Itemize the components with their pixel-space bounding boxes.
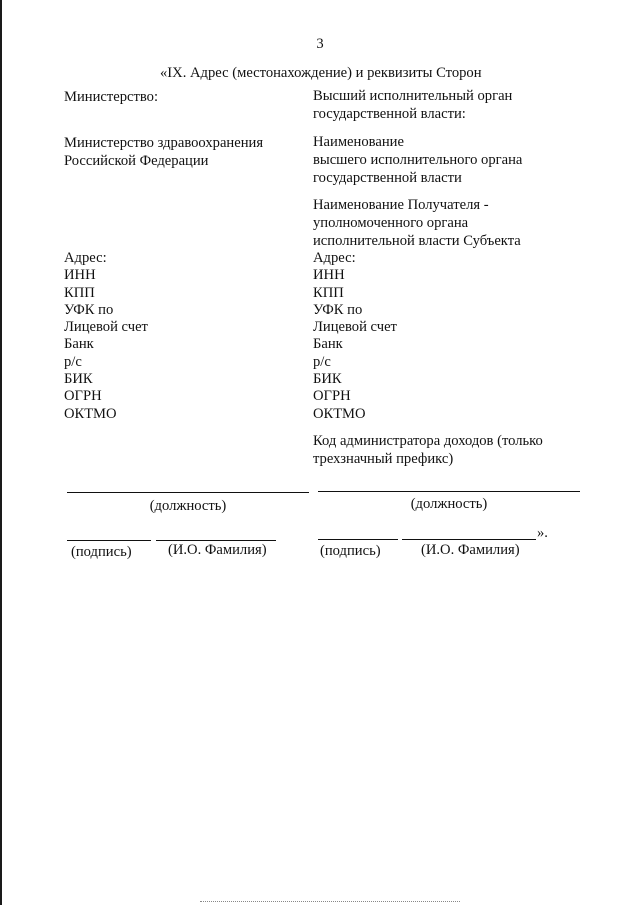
right-header-line: государственной власти: — [313, 106, 466, 122]
page-number: 3 — [316, 36, 324, 52]
left-header: Министерство: — [64, 89, 159, 105]
left-position-caption: (должность) — [149, 498, 227, 514]
left-field-bik: БИК — [64, 371, 93, 388]
right-organization-name-line: высшего исполнительного органа — [313, 152, 523, 168]
left-field-ogrn: ОГРН — [64, 388, 102, 405]
right-admin-code — [313, 432, 543, 468]
left-signature-caption: (подпись) — [71, 544, 132, 560]
right-name-line — [402, 539, 536, 540]
left-field-oktmo: ОКТМО — [64, 405, 117, 422]
left-organization-name — [64, 134, 263, 170]
right-signature-caption: (подпись) — [320, 543, 381, 559]
right-recipient-name-line: Наименование Получателя - — [313, 197, 489, 213]
right-recipient-name — [313, 196, 521, 250]
left-field-kpp: КПП — [64, 284, 95, 301]
right-name-caption: (И.О. Фамилия) — [421, 542, 520, 558]
right-field-bank: Банк — [313, 336, 343, 353]
left-field-ufk: УФК по — [64, 301, 114, 318]
right-field-inn: ИНН — [313, 267, 345, 284]
right-admin-code-line: Код администратора доходов (только — [313, 433, 543, 449]
left-position-line — [67, 492, 309, 493]
right-field-ufk: УФК по — [313, 301, 363, 318]
right-requisites — [313, 250, 397, 423]
right-field-settlement-account: р/с — [313, 353, 331, 370]
right-field-address: Адрес: — [313, 250, 356, 266]
scan-left-edge — [0, 0, 2, 905]
left-field-bank: Банк — [64, 336, 94, 353]
right-admin-code-line: трехзначный префикс) — [313, 451, 454, 467]
left-field-inn: ИНН — [64, 267, 96, 284]
right-position-line — [318, 491, 580, 492]
right-field-account: Лицевой счет — [313, 319, 397, 336]
right-recipient-name-line: исполнительной власти Субъекта — [313, 233, 521, 249]
scan-bottom-edge — [200, 901, 460, 902]
right-recipient-name-line: уполномоченного органа — [313, 215, 469, 231]
closing-quote-mark: ». — [537, 525, 548, 541]
left-signature-line — [67, 540, 151, 541]
right-organization-name-line: государственной власти — [313, 170, 462, 186]
left-field-account: Лицевой счет — [64, 319, 148, 336]
left-requisites — [64, 250, 148, 423]
right-organization-name — [313, 133, 522, 187]
left-organization-name-line: Российской Федерации — [64, 153, 209, 169]
left-field-address: Адрес: — [64, 250, 107, 266]
right-header — [313, 87, 512, 123]
left-name-caption: (И.О. Фамилия) — [168, 542, 267, 558]
right-field-oktmo: ОКТМО — [313, 405, 366, 422]
right-organization-name-line: Наименование — [313, 134, 404, 150]
right-header-line: Высший исполнительный орган — [313, 88, 513, 104]
left-field-settlement-account: р/с — [64, 353, 82, 370]
right-field-kpp: КПП — [313, 284, 344, 301]
section-title: «IX. Адрес (местонахождение) и реквизиты Сторон — [160, 65, 482, 81]
right-field-bik: БИК — [313, 371, 342, 388]
right-position-caption: (должность) — [410, 496, 488, 512]
left-organization-name-line: Министерство здравоохранения — [64, 135, 264, 151]
right-signature-line — [318, 539, 398, 540]
right-field-ogrn: ОГРН — [313, 388, 351, 405]
